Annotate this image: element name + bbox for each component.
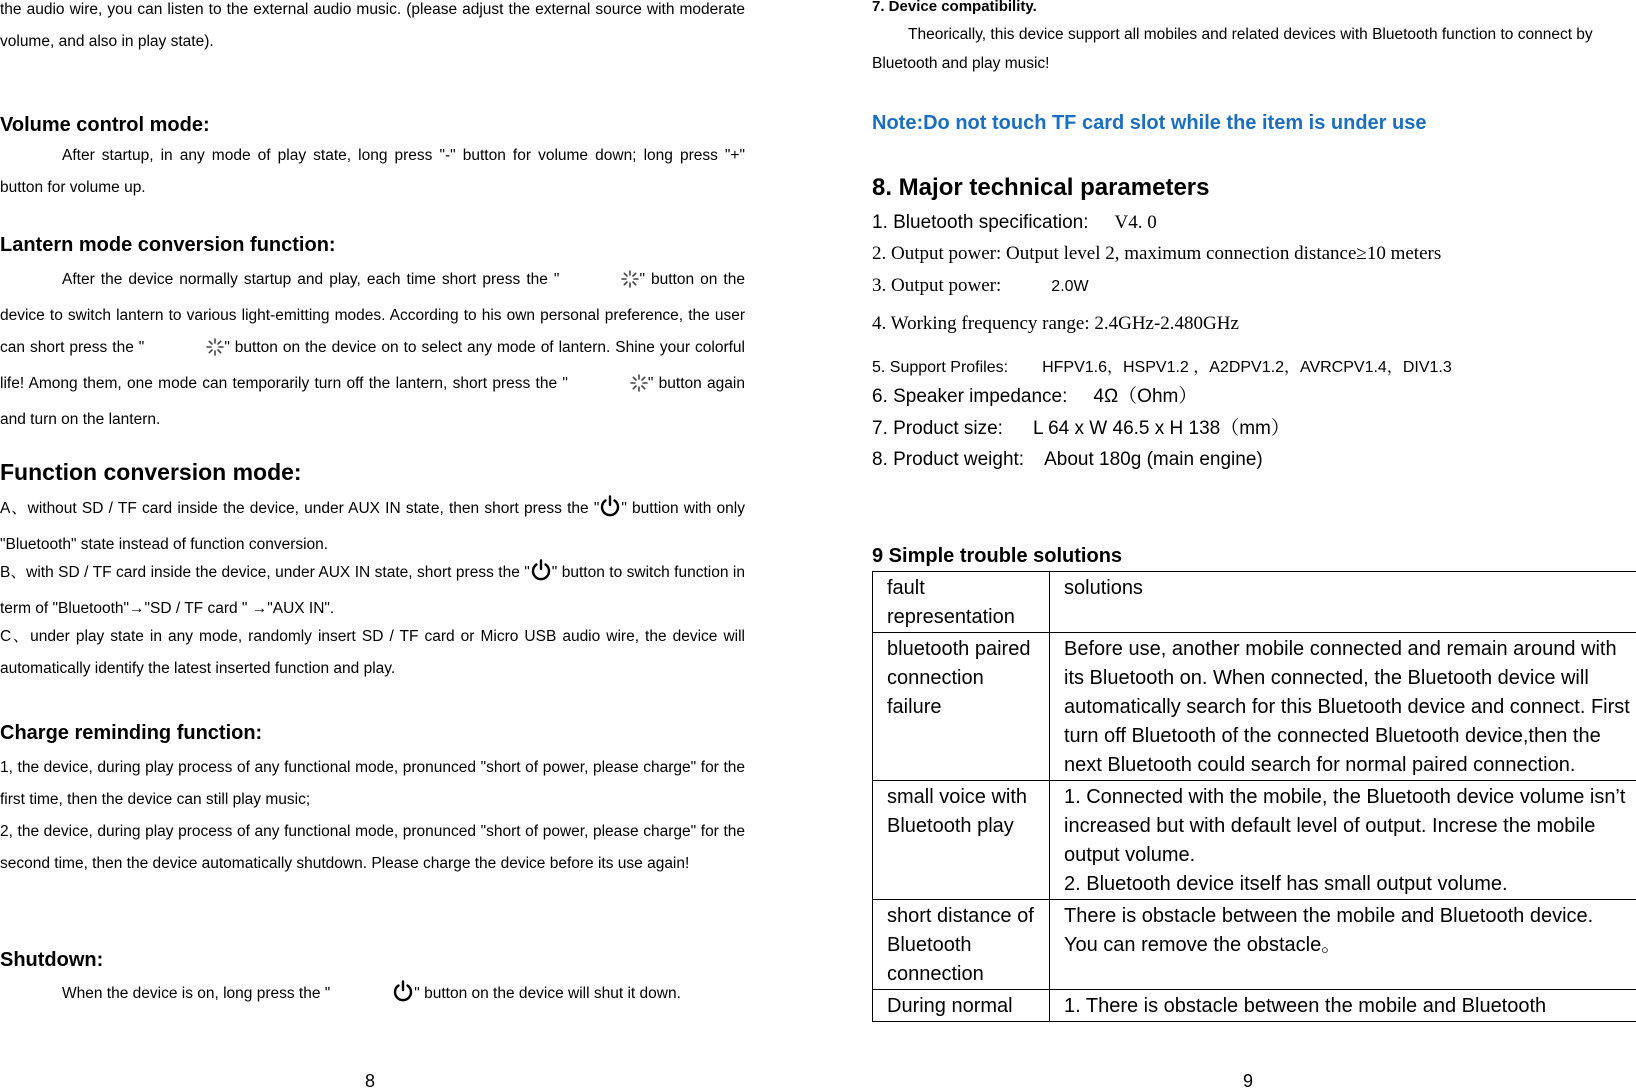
function-item-b: B、with SD / TF card inside the device, under AUX IN state, short press the " " button to switch function in term of "Bluetooth"→"SD / TF card " →"AUX IN". — [0, 557, 745, 625]
usage-note: Note:Do not touch TF card slot while the item is under use — [872, 112, 1426, 135]
function-heading: Function conversion mode: — [0, 459, 302, 486]
table-cell: During normal — [873, 990, 1050, 1022]
table-cell: There is obstacle between the mobile and Bluetooth device. You can remove the obstacle。 — [1050, 900, 1636, 990]
trouble-heading: 9 Simple trouble solutions — [872, 545, 1122, 568]
param-frequency: 4. Working frequency range: 2.4GHz-2.480GHz — [872, 308, 1239, 340]
table-header-cell: solutions — [1050, 572, 1636, 633]
param-profiles: 5. Support Profiles: HFPV1.6，HSPV1.2 ，A2DPV1.2，AVRCPV1.4，DIV1.3 — [872, 354, 1452, 377]
table-row — [873, 633, 1636, 781]
table-cell: small voice with Bluetooth play — [873, 781, 1050, 900]
page-number: 9 — [1243, 1071, 1253, 1092]
table-cell: bluetooth paired connection failure — [873, 633, 1050, 781]
volume-heading: Volume control mode: — [0, 114, 210, 137]
lantern-icon — [568, 372, 648, 404]
param-weight: 8. Product weight: About 180g (main engine) — [872, 444, 1263, 476]
table-header-cell: fault representation — [873, 572, 1050, 633]
table-cell: Before use, another mobile connected and remain around with its Bluetooth on. When connected, the Bluetooth device will automatically search for this Bluetooth device and connect. First turn off Bluetooth of the connected Bluetooth device,then the next Bluetooth could search for normal paired connection. — [1050, 633, 1636, 781]
left-page — [0, 0, 745, 1091]
power-icon — [599, 495, 621, 529]
table-row — [873, 900, 1636, 990]
right-page — [872, 0, 1636, 1091]
table-cell: 1. There is obstacle between the mobile and Bluetooth — [1050, 990, 1636, 1022]
intro-text: the audio wire, you can listen to the external audio music. (please adjust the external source with moderate volume, and also in play state). — [0, 0, 745, 58]
page-number: 8 — [365, 1071, 375, 1092]
param-output-power-level: 2. Output power: Output level 2, maximum connection distance≥10 meters — [872, 238, 1441, 270]
charge-item-2: 2, the device, during play process of any functional mode, pronunced "short of power, please charge" for the second time, then the device automatically shutdown. Please charge the device before its use again! — [0, 816, 745, 880]
compat-text: Theorically, this device support all mobiles and related devices with Bluetooth function to connect by Bluetooth and play music! — [872, 20, 1624, 78]
param-bluetooth-spec: 1. Bluetooth specification: V4. 0 — [872, 207, 1157, 239]
table-header-row — [873, 572, 1636, 633]
lantern-icon — [144, 336, 224, 368]
lantern-heading: Lantern mode conversion function: — [0, 234, 336, 257]
table-row — [873, 990, 1636, 1022]
param-output-power: 3. Output power: 2.0W — [872, 270, 1089, 303]
table-cell: 1. Connected with the mobile, the Bluetooth device volume isn’t increased but with default level of output. Increse the mobile output volume. 2. Bluetooth device itself has small output volume. — [1050, 781, 1636, 900]
volume-text: After startup, in any mode of play state, long press "-" button for volume down; long press "+" button for volume up. — [0, 140, 745, 204]
power-icon — [330, 980, 414, 1014]
lantern-text: After the device normally startup and play, each time short press the " " button on the device to switch lantern to various light-emitting modes. According to his own personal preference, the user can short press the " " button on the device on to select any mode of lantern. Shine your colorful life! Among them, one mode can temporarily turn off the lantern, short press the " " button again and turn on the lantern. — [0, 264, 745, 436]
param-impedance: 6. Speaker impedance: 4Ω（Ohm） — [872, 381, 1197, 413]
lantern-icon — [559, 268, 639, 300]
trouble-table — [872, 571, 1636, 1022]
table-cell: short distance of Bluetooth connection — [873, 900, 1050, 990]
params-heading: 8. Major technical parameters — [872, 174, 1209, 202]
shutdown-heading: Shutdown: — [0, 949, 103, 972]
shutdown-text: When the device is on, long press the " " button on the device will shut it down. — [0, 978, 745, 1014]
param-size: 7. Product size: L 64 x W 46.5 x H 138（mm） — [872, 413, 1290, 445]
function-item-a: A、without SD / TF card inside the device, under AUX IN state, then short press the " " buttion with only "Bluetooth" state instead of function conversion. — [0, 493, 745, 561]
power-icon — [530, 559, 552, 593]
table-row — [873, 781, 1636, 900]
function-item-c: C、under play state in any mode, randomly insert SD / TF card or Micro USB audio wire, the device will automatically identify the latest inserted function and play. — [0, 621, 745, 685]
charge-heading: Charge reminding function: — [0, 722, 262, 745]
compat-heading: 7. Device compatibility. — [872, 0, 1037, 15]
charge-item-1: 1, the device, during play process of any functional mode, pronunced "short of power, please charge" for the first time, then the device can still play music; — [0, 752, 745, 816]
